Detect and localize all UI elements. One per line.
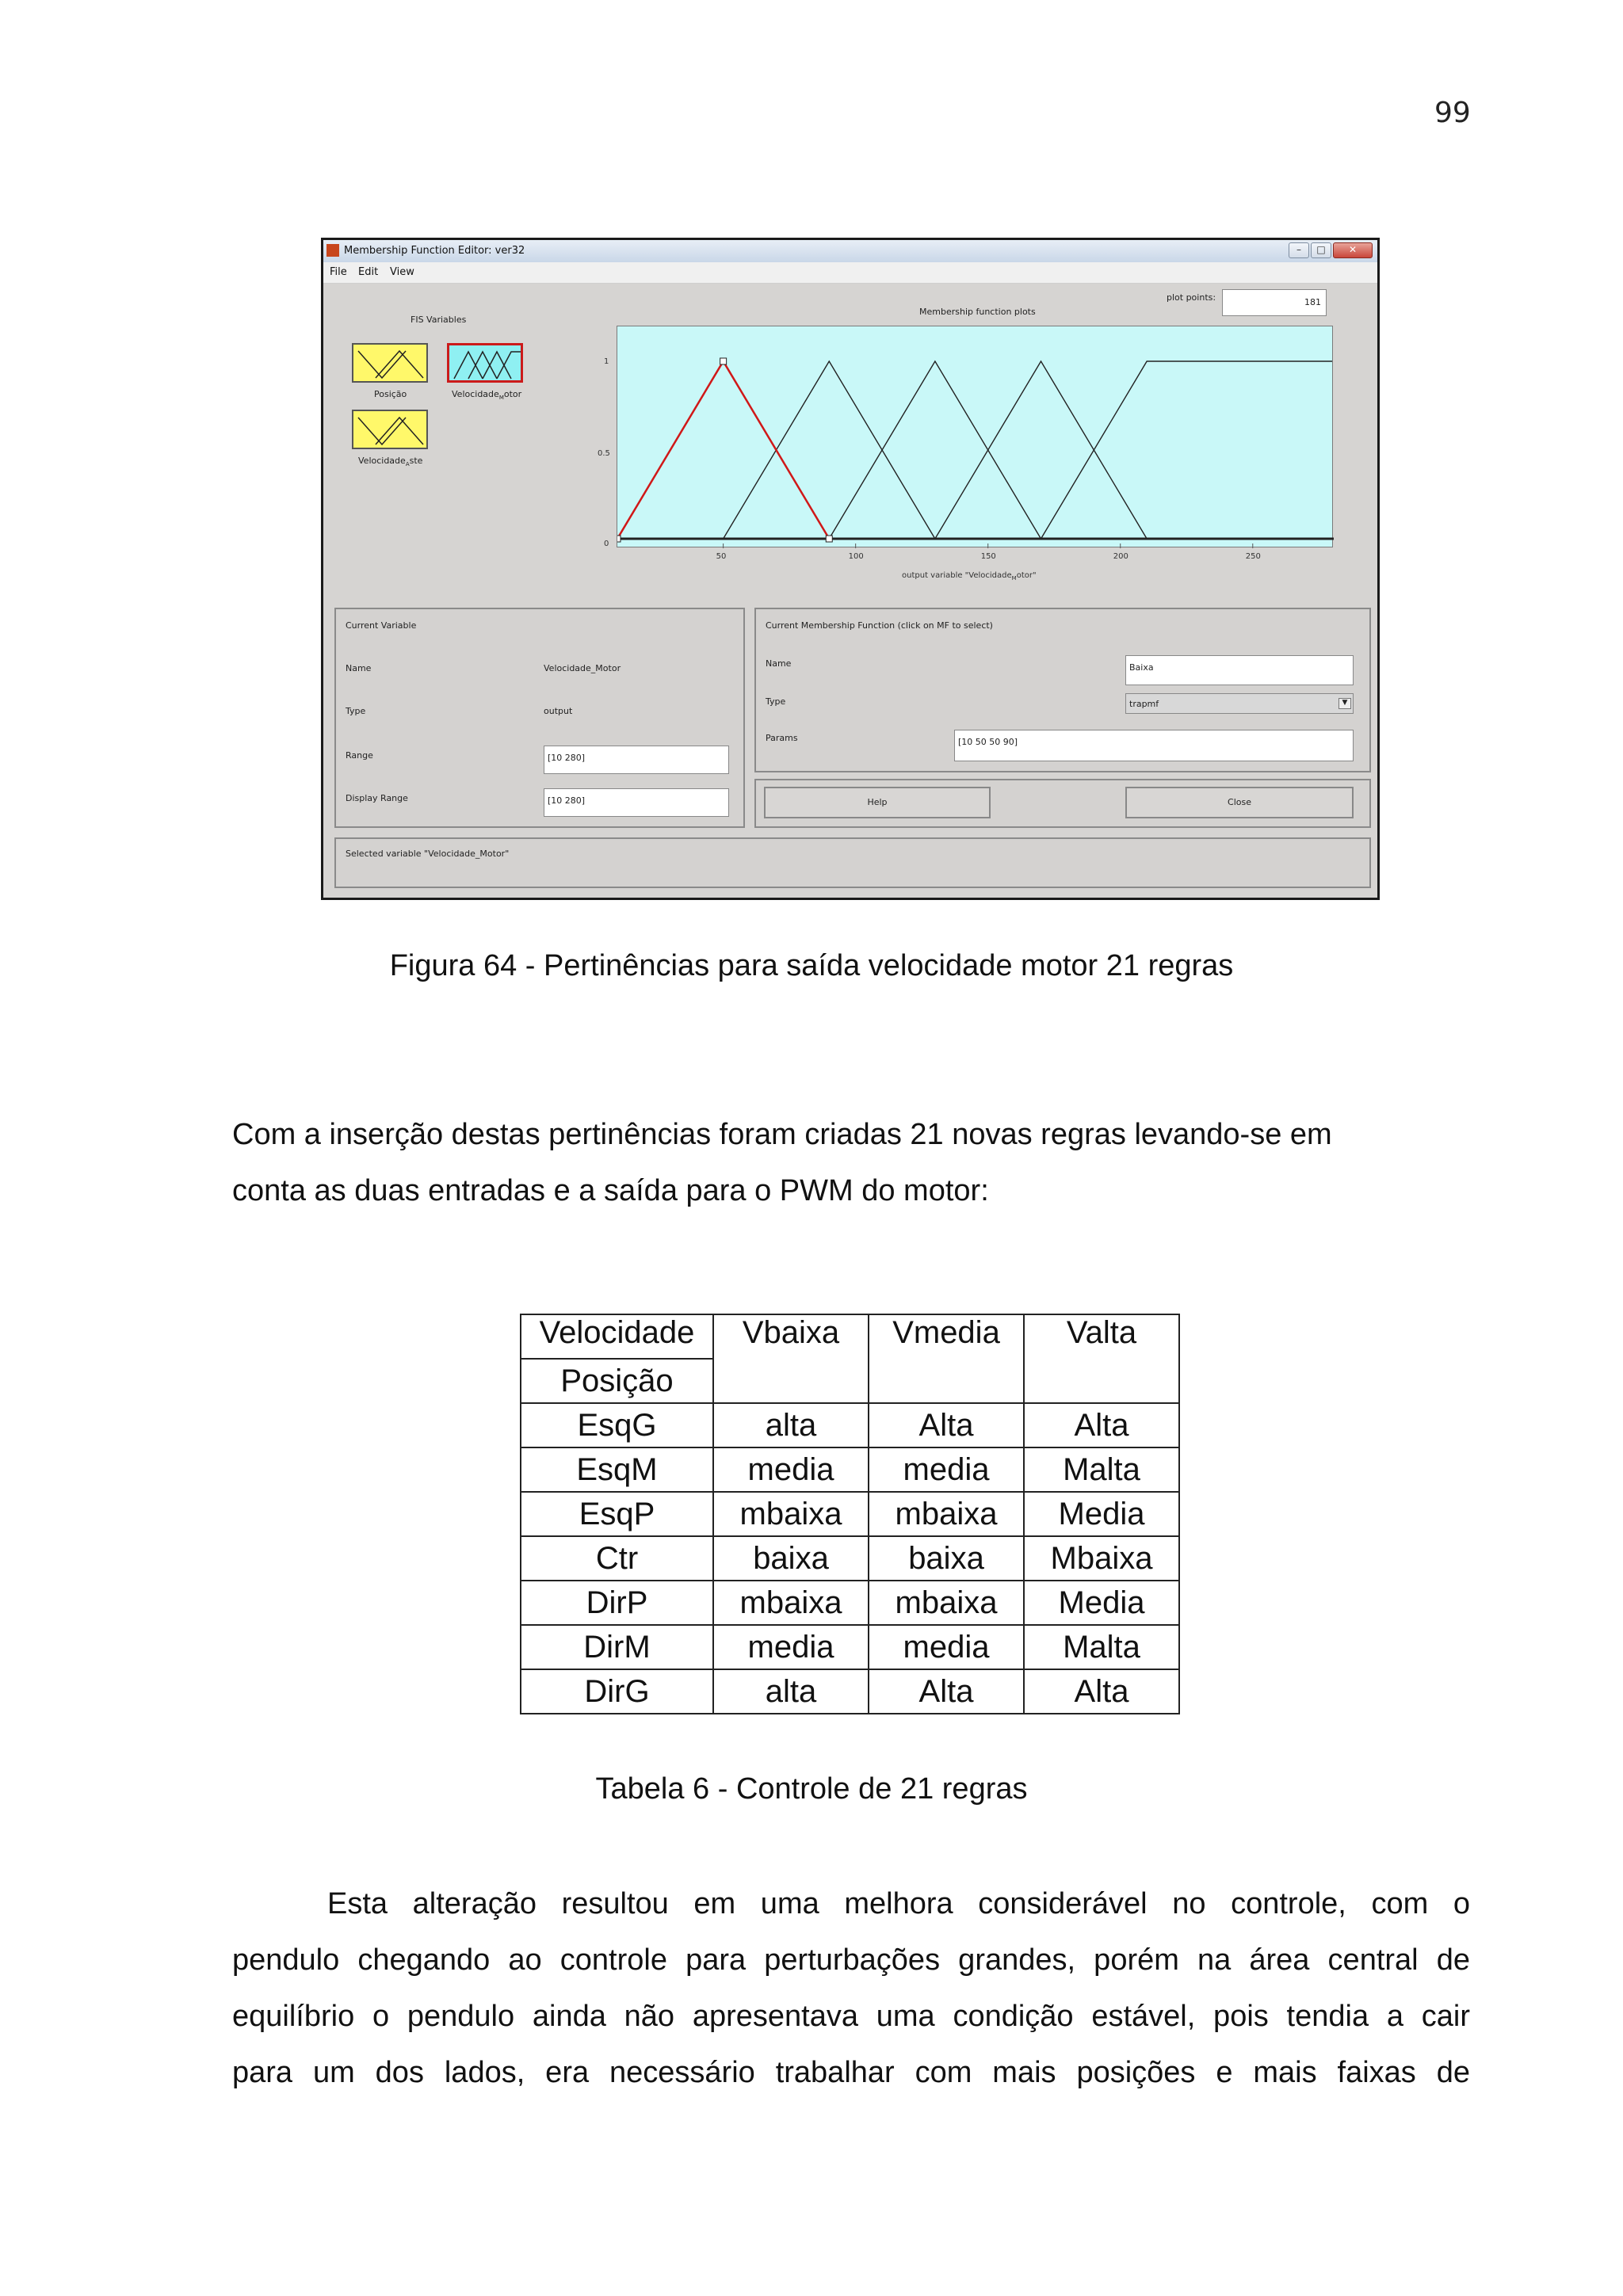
mf-type-label: Type <box>766 696 786 707</box>
table-cell: DirP <box>521 1581 713 1625</box>
table-row <box>521 1403 1179 1447</box>
table-cell: DirM <box>521 1625 713 1669</box>
paragraph-2 <box>232 1876 1470 2101</box>
x-tick-label: 150 <box>980 552 996 561</box>
fis-variable-velocidade-haste[interactable] <box>352 410 428 449</box>
paragraph-1-line: Com a inserção destas pertinências foram criadas 21 novas regras levando-se em <box>232 1118 1332 1151</box>
table-cell: media <box>713 1447 869 1492</box>
table-cell: EsqM <box>521 1447 713 1492</box>
table-cell: Malta <box>1024 1625 1179 1669</box>
paragraph-1 <box>232 1107 1470 1219</box>
y-tick-label: 1 <box>604 357 609 366</box>
fis-variable-posicao[interactable] <box>352 343 428 383</box>
x-tick-label: 50 <box>716 552 727 561</box>
current-mf-title: Current Membership Function (click on MF to select) <box>766 620 993 631</box>
display-range-label: Display Range <box>346 793 408 803</box>
paragraph-2-line: equilíbrio o pendulo ainda não apresentava uma condição estável, pois tendia a cair <box>232 2000 1470 2033</box>
table-cell: EsqG <box>521 1403 713 1447</box>
mf-curve-alta[interactable] <box>1041 361 1332 539</box>
table-cell: Ctr <box>521 1536 713 1581</box>
x-axis-label: output variable "Velocidade$_M$otor" <box>902 571 1037 582</box>
range-label: Range <box>346 750 373 761</box>
mf-curve-mbaixa[interactable] <box>724 361 935 539</box>
plot-points-input[interactable]: 181 <box>1222 289 1327 316</box>
y-tick-label: 0 <box>604 540 609 548</box>
table-cell: Media <box>1024 1492 1179 1536</box>
table-caption: Tabela 6 - Controle de 21 regras <box>595 1772 1028 1806</box>
table-cell: alta <box>713 1403 869 1447</box>
table-row <box>521 1492 1179 1536</box>
table-cell: Mbaixa <box>1024 1536 1179 1581</box>
variable-name-value: Velocidade_Motor <box>544 663 621 673</box>
matlab-icon <box>327 244 339 257</box>
table-cell: baixa <box>869 1536 1024 1581</box>
range-input[interactable]: [10 280] <box>544 746 729 774</box>
table-row <box>521 1536 1179 1581</box>
x-tick-label: 200 <box>1113 552 1128 561</box>
current-mf-panel <box>754 608 1371 772</box>
table-cell: Media <box>1024 1581 1179 1625</box>
table-cell: Alta <box>1024 1669 1179 1714</box>
status-text: Selected variable "Velocidade_Motor" <box>346 849 510 859</box>
variable-type-value: output <box>544 706 573 716</box>
current-variable-panel <box>334 608 745 828</box>
table-header-posicao: Posição <box>521 1359 713 1403</box>
table-cell: EsqP <box>521 1492 713 1536</box>
menu-bar <box>323 262 1377 284</box>
posicao-mf-icon <box>353 345 430 384</box>
menu-view[interactable]: View <box>390 266 414 278</box>
table-cell: Alta <box>869 1403 1024 1447</box>
plot-points-label: plot points: <box>1167 292 1216 303</box>
rules-table <box>520 1314 1180 1714</box>
table-row <box>521 1447 1179 1492</box>
plot-title: Membership function plots <box>919 307 1036 317</box>
params-input[interactable]: [10 50 50 90] <box>954 730 1354 761</box>
table-header-velocidade: Velocidade <box>521 1314 713 1359</box>
table-cell: mbaixa <box>713 1581 869 1625</box>
table-cell: Alta <box>1024 1403 1179 1447</box>
table-cell: media <box>869 1447 1024 1492</box>
table-cell: alta <box>713 1669 869 1714</box>
mf-vertex-handle[interactable] <box>826 536 832 542</box>
x-tick-label: 100 <box>848 552 864 561</box>
mf-vertex-handle[interactable] <box>617 536 621 542</box>
paragraph-2-line: Esta alteração resultou em uma melhora considerável no controle, com o <box>327 1887 1470 1920</box>
table-row <box>521 1669 1179 1714</box>
page-number: 99 <box>1434 97 1471 129</box>
table-cell: mbaixa <box>869 1492 1024 1536</box>
table-header-valta: Valta <box>1024 1314 1179 1403</box>
velocidade-motor-mf-icon <box>449 345 525 385</box>
table-cell: Malta <box>1024 1447 1179 1492</box>
fis-variables-label: FIS Variables <box>411 315 467 325</box>
fis-label-velocidade-haste: Velocidade$_A$ste <box>358 456 423 468</box>
variable-type-label: Type <box>346 706 366 716</box>
params-label: Params <box>766 733 798 743</box>
table-row <box>521 1625 1179 1669</box>
table-header-vbaixa: Vbaixa <box>713 1314 869 1403</box>
table-cell: media <box>713 1625 869 1669</box>
display-range-input[interactable]: [10 280] <box>544 788 729 817</box>
table-row <box>521 1581 1179 1625</box>
help-button[interactable]: Help <box>764 787 991 818</box>
mf-curve-media[interactable] <box>829 361 1041 539</box>
title-bar <box>323 240 1377 263</box>
mf-plot-svg <box>617 326 1334 548</box>
close-icon[interactable]: ✕ <box>1333 242 1373 258</box>
mf-curve-malta[interactable] <box>935 361 1147 539</box>
mf-vertex-handle[interactable] <box>720 358 727 364</box>
table-cell: mbaixa <box>713 1492 869 1536</box>
velocidade-haste-mf-icon <box>353 411 430 451</box>
chevron-down-icon: ▼ <box>1338 698 1351 709</box>
menu-edit[interactable]: Edit <box>358 266 379 278</box>
table-cell: DirG <box>521 1669 713 1714</box>
figure-caption: Figura 64 - Pertinências para saída velocidade motor 21 regras <box>389 949 1234 982</box>
current-variable-title: Current Variable <box>346 620 417 631</box>
menu-file[interactable]: File <box>330 266 347 278</box>
mf-curve-baixa[interactable] <box>617 361 829 539</box>
table-cell: media <box>869 1625 1024 1669</box>
fis-variable-velocidade-motor[interactable] <box>447 343 523 383</box>
mf-name-label: Name <box>766 658 792 669</box>
membership-function-editor-window <box>321 238 1380 900</box>
mf-type-value: trapmf <box>1129 699 1159 709</box>
table-cell: baixa <box>713 1536 869 1581</box>
table-cell: Alta <box>869 1669 1024 1714</box>
membership-function-plot[interactable] <box>617 326 1333 547</box>
table-cell: mbaixa <box>869 1581 1024 1625</box>
x-tick-label: 250 <box>1245 552 1261 561</box>
close-button[interactable]: Close <box>1125 787 1354 818</box>
status-bar <box>334 837 1371 888</box>
fis-label-posicao: Posição <box>374 389 407 399</box>
button-panel <box>754 779 1371 828</box>
maximize-icon[interactable]: □ <box>1311 242 1331 258</box>
paragraph-2-line: para um dos lados, era necessário trabalhar com mais posições e mais faixas de <box>232 2056 1470 2089</box>
window-title: Membership Function Editor: ver32 <box>344 245 525 257</box>
mf-name-input[interactable]: Baixa <box>1125 655 1354 685</box>
minimize-icon[interactable]: – <box>1289 242 1309 258</box>
paragraph-1-line: conta as duas entradas e a saída para o PWM do motor: <box>232 1174 989 1207</box>
paragraph-2-line: pendulo chegando ao controle para perturbações grandes, porém na área central de <box>232 1943 1470 1977</box>
fis-label-velocidade-motor: Velocidade$_M$otor <box>452 389 522 402</box>
variable-name-label: Name <box>346 663 372 673</box>
table-header-vmedia: Vmedia <box>869 1314 1024 1403</box>
y-tick-label: 0.5 <box>598 449 610 458</box>
mf-type-select[interactable] <box>1125 693 1354 714</box>
